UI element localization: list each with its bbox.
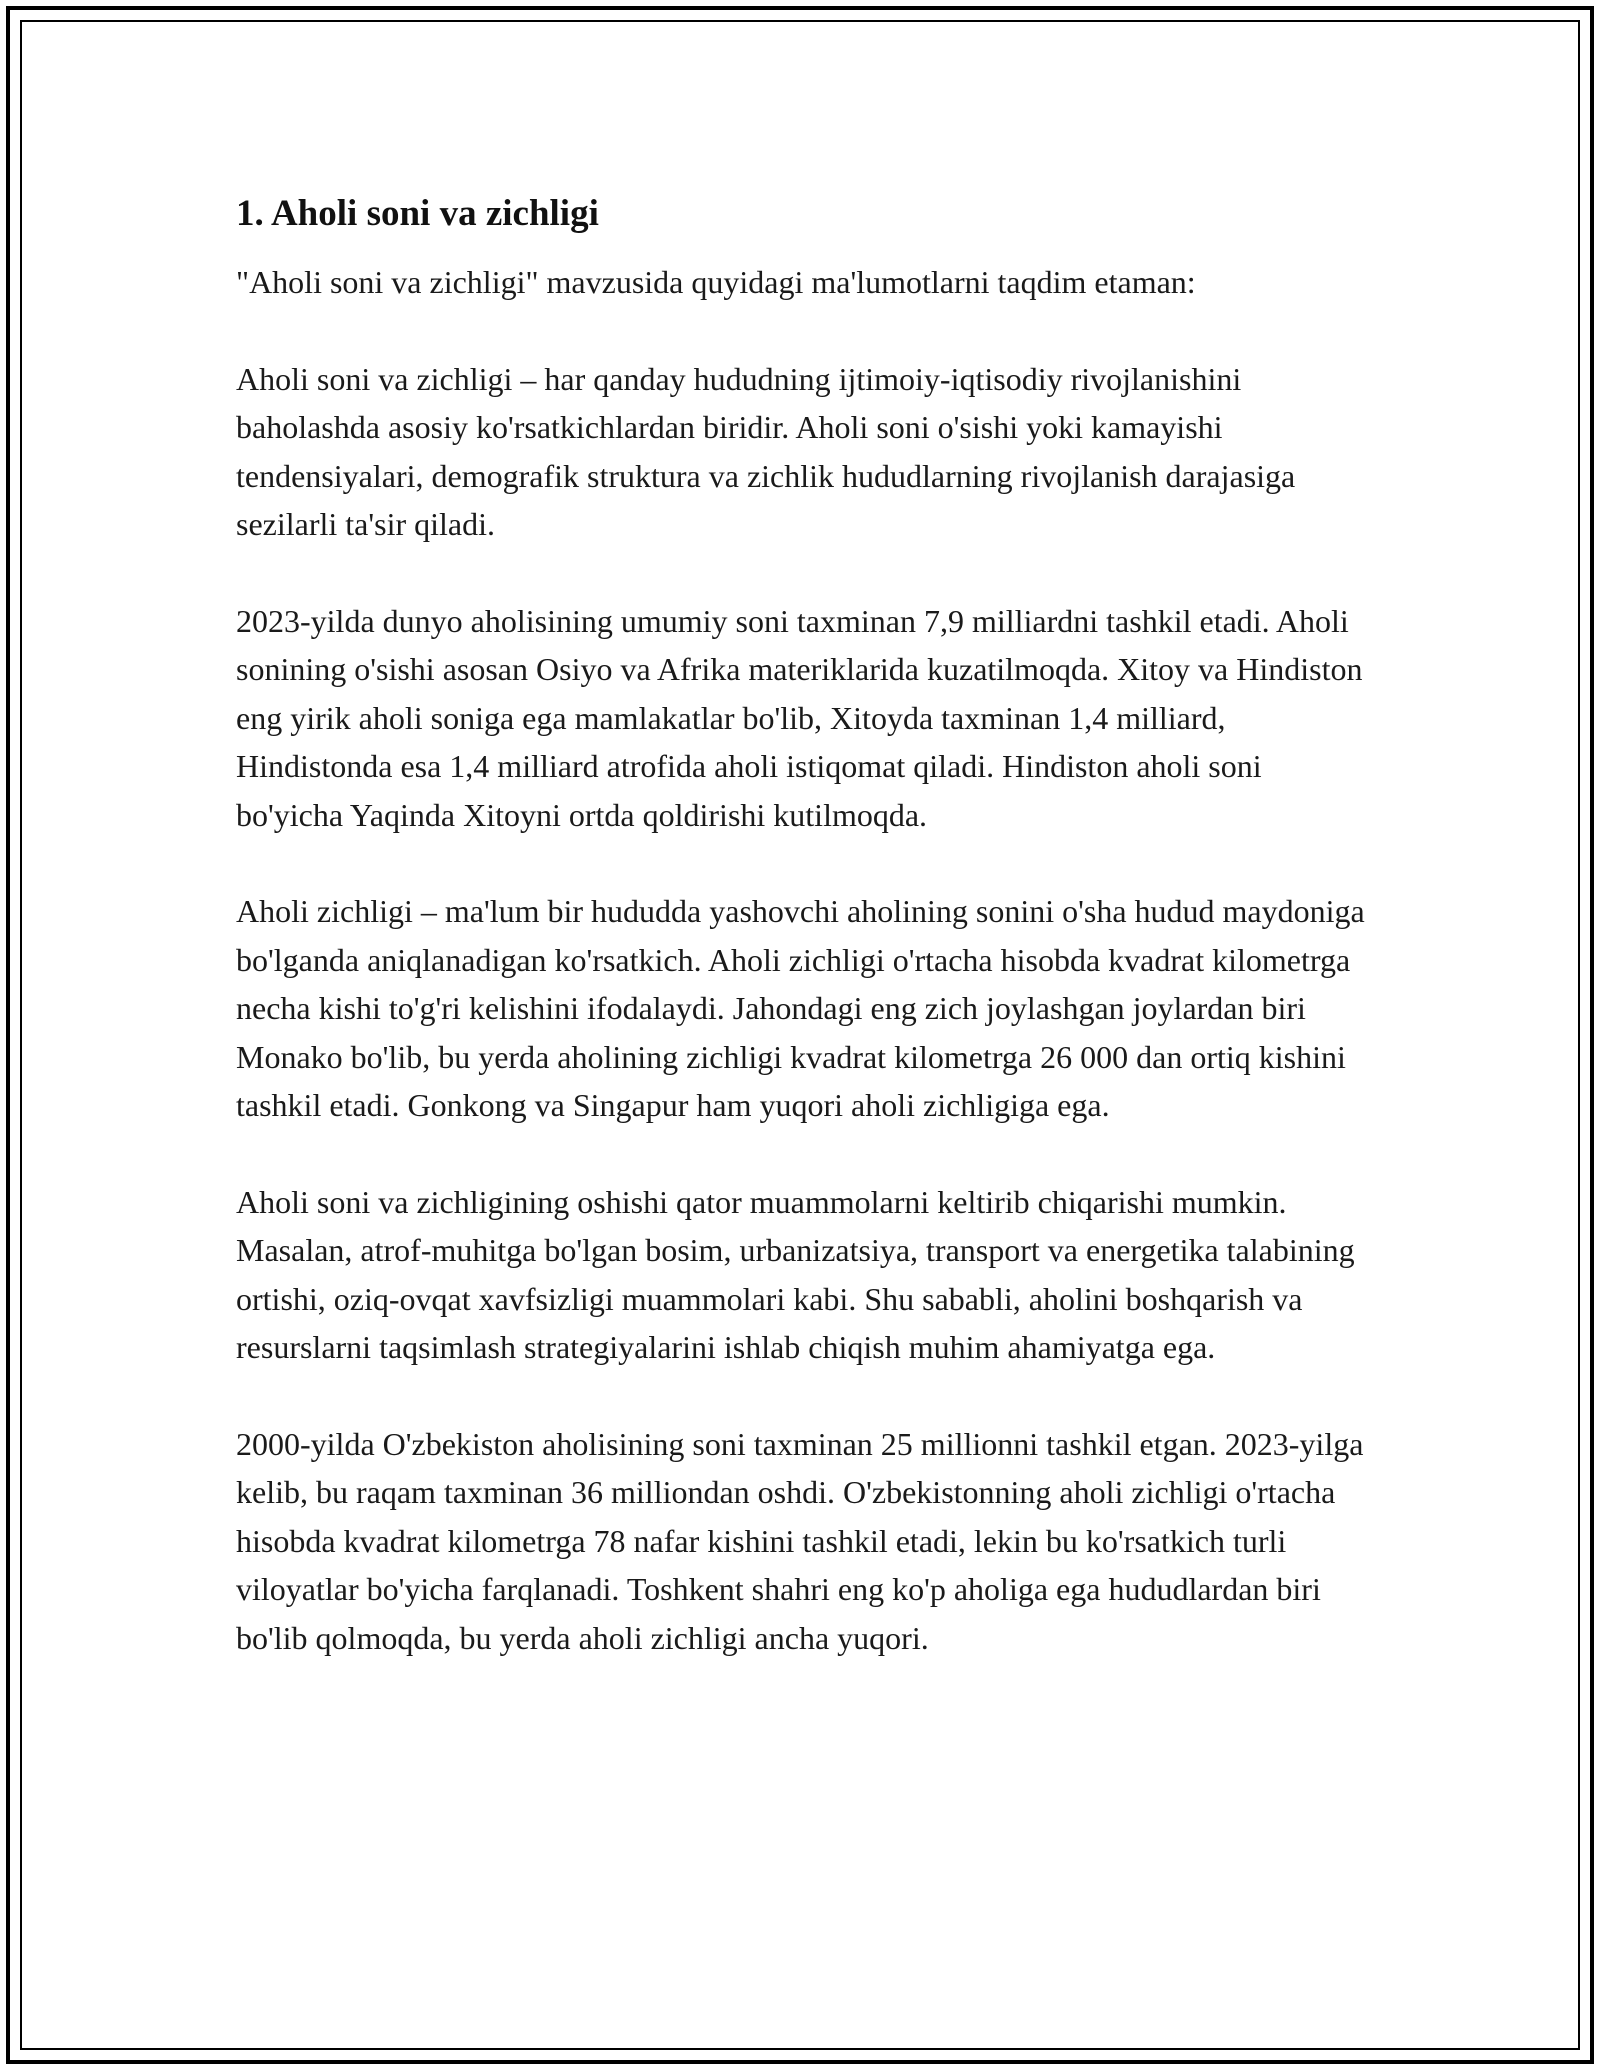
- paragraph-problems: Aholi soni va zichligining oshishi qator muammolarni keltirib chiqarishi mumkin. Masalan, atrof-muhitga bo'lgan bosim, urbanizatsiya, transport va energetika talabining ortishi, oziq-ovqat xavfsizligi muammolari kabi. Shu sababli, aholini boshqarish va resurslarni taqsimlash strategiyalarini ishlab chiqish muhim ahamiyatga ega.: [236, 1183, 1355, 1365]
- section-heading: 1. Aholi soni va zichligi: [236, 193, 599, 234]
- document-body: [236, 190, 1376, 1710]
- paragraph-population-density: Aholi zichligi – ma'lum bir hududda yashovchi aholining sonini o'sha hudud maydoniga bo'lganda aniqlanadigan ko'rsatkich. Aholi zichligi o'rtacha hisobda kvadrat kilometrga necha kishi to'g'ri kelishini ifodalaydi. Jahondagi eng zich joylashgan joylardan biri Monako bo'lib, bu yerda aholining zichligi kvadrat kilometrga 26 000 dan ortiq kishini tashkil etadi. Gonkong va Singapur ham yuqori aholi zichligiga ega.: [236, 893, 1365, 1123]
- paragraph-uzbekistan: 2000-yilda O'zbekiston aholisining soni taxminan 25 millionni tashkil etgan. 2023-yilga kelib, bu raqam taxminan 36 milliondan oshdi. O'zbekistonning aholi zichligi o'rtacha hisobda kvadrat kilometrga 78 nafar kishini tashkil etadi, lekin bu ko'rsatkich turli viloyatlar bo'yicha farqlanadi. Toshkent shahri eng ko'p aholiga ega hududlardan biri bo'lib qolmoqda, bu yerda aholi zichligi ancha yuqori.: [236, 1425, 1364, 1656]
- paragraph-world-population: 2023-yilda dunyo aholisining umumiy soni taxminan 7,9 milliardni tashkil etadi. Aholi sonining o'sishi asosan Osiyo va Afrika materiklarida kuzatilmoqda. Xitoy va Hindiston eng yirik aholi soniga ega mamlakatlar bo'lib, Xitoyda taxminan 1,4 milliard, Hindistonda esa 1,4 milliard atrofida aholi istiqomat qiladi. Hindiston aholi soni bo'yicha Yaqinda Xitoyni ortda qoldirishi kutilmoqda.: [236, 602, 1363, 833]
- paragraph-overview: Aholi soni va zichligi – har qanday hududning ijtimoiy-iqtisodiy rivojlanishini baholashda asosiy ko'rsatkichlardan biridir. Aholi soni o'sishi yoki kamayishi tendensiyalari, demografik struktura va zichlik hududlarning rivojlanish darajasiga sezilarli ta'sir qiladi.: [236, 360, 1296, 542]
- intro-paragraph: "Aholi soni va zichligi" mavzusida quyidagi ma'lumotlarni taqdim etaman:: [236, 264, 1196, 300]
